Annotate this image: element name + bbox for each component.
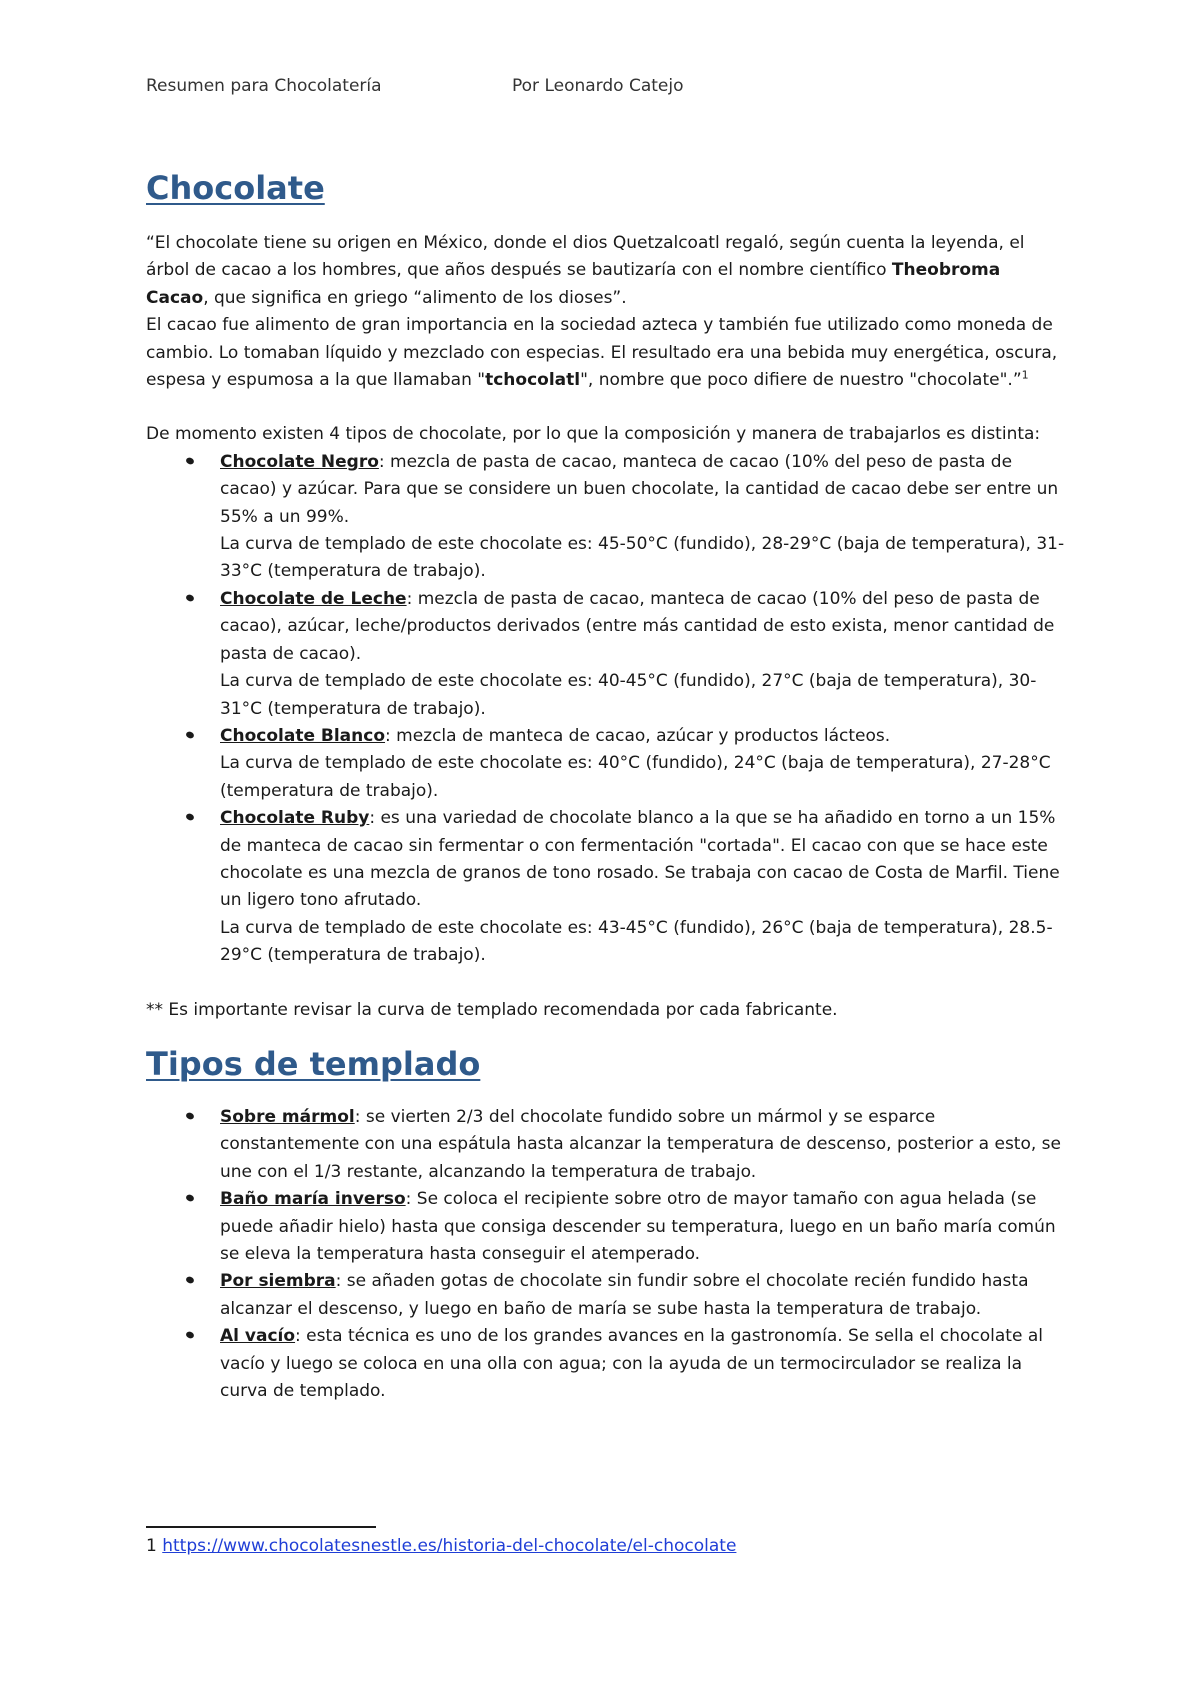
- list-item: [146, 1104, 1066, 1186]
- intro-p2-text-a: El cacao fue alimento de gran importancia en la sociedad azteca y también fue utilizado como moneda de cambio. Lo tomaban líquido y mezclado con especias. El resultado era una bebida muy energética, oscura, espesa y espumosa a la que llamaban ": [146, 315, 1058, 391]
- section-title-chocolate: Chocolate: [146, 169, 325, 207]
- type-description: : mezcla de manteca de cacao, azúcar y productos lácteos.: [385, 725, 891, 746]
- type-curve: La curva de templado de este chocolate es: 40-45°C (fundido), 27°C (baja de temperatura), 30-31°C (temperatura de trabajo).: [220, 671, 1037, 719]
- types-intro-paragraph: De momento existen 4 tipos de chocolate, por lo que la composición y manera de trabajarlos es distinta:: [146, 424, 1041, 445]
- bullet-icon: [185, 731, 195, 740]
- tempering-methods-list: [146, 1104, 1066, 1405]
- type-description: : mezcla de pasta de cacao, manteca de cacao (10% del peso de pasta de cacao) y azúcar. Para que se considere un buen chocolate, la cantidad de cacao debe ser entre un 55% a un 99%.: [220, 451, 1059, 527]
- list-item: [146, 586, 1066, 723]
- bullet-icon: [185, 593, 195, 602]
- method-term: Sobre mármol: [220, 1106, 355, 1127]
- method-term: Al vacío: [220, 1326, 296, 1347]
- type-term: Chocolate Negro: [220, 451, 379, 472]
- method-term: Baño maría inverso: [220, 1189, 406, 1210]
- list-item: [146, 1186, 1066, 1268]
- chocolate-types-list: [146, 449, 1066, 970]
- footnote-reference[interactable]: 1: [1021, 368, 1029, 382]
- list-item: [146, 723, 1066, 805]
- method-description: : se añaden gotas de chocolate sin fundir sobre el chocolate recién fundido hasta alcanzar el descenso, y luego en baño de maría se sube hasta la temperatura de trabajo.: [220, 1271, 1029, 1319]
- footnote-number: 1: [146, 1536, 157, 1556]
- type-description: : es una variedad de chocolate blanco a la que se ha añadido en torno a un 15% de manteca de cacao sin fermentar o con fermentación "cortada". El cacao con que se hace este chocolate es una mezcla de granos de tono rosado. Se trabaja con cacao de Costa de Marfil. Tiene un ligero tono afrutado.: [220, 808, 1060, 911]
- intro-p1-text-b: , que significa en griego “alimento de los dioses”.: [203, 287, 627, 308]
- manufacturer-note: ** Es importante revisar la curva de templado recomendada por cada fabricante.: [146, 999, 838, 1020]
- list-item: [146, 805, 1066, 969]
- bullet-icon: [185, 813, 195, 822]
- bullet-icon: [185, 1331, 195, 1340]
- intro-paragraph-2: [146, 312, 1066, 394]
- method-description: : se vierten 2/3 del chocolate fundido sobre un mármol y se esparce constantemente con una espátula hasta alcanzar la temperatura de descenso, posterior a esto, se une con el 1/3 restante, alcanzando la temperatura de trabajo.: [220, 1106, 1061, 1182]
- method-term: Por siembra: [220, 1271, 336, 1292]
- method-description: : esta técnica es uno de los grandes avances en la gastronomía. Se sella el chocolate al vacío y luego se coloca en una olla con agua; con la ayuda de un termocirculador se realiza la curva de templado.: [220, 1326, 1043, 1402]
- bullet-icon: [185, 1112, 195, 1121]
- type-term: Chocolate de Leche: [220, 588, 407, 609]
- type-curve: La curva de templado de este chocolate es: 40°C (fundido), 24°C (baja de temperatura), 27-28°C (temperatura de trabajo).: [220, 753, 1051, 801]
- intro-p2-text-b: ", nombre que poco difiere de nuestro "chocolate".”: [580, 370, 1022, 391]
- intro-p2-bold: tchocolatl: [485, 370, 581, 391]
- intro-p1-text-a: “El chocolate tiene su origen en México, donde el dios Quetzalcoatl regaló, según cuenta la leyenda, el árbol de cacao a los hombres, que años después se bautizaría con el nombre científico: [146, 233, 1025, 281]
- bullet-icon: [185, 1276, 195, 1285]
- footnote-link[interactable]: https://www.chocolatesnestle.es/historia-del-chocolate/el-chocolate: [162, 1536, 737, 1556]
- type-term: Chocolate Ruby: [220, 808, 370, 829]
- footnote: [146, 1536, 736, 1556]
- bullet-icon: [185, 1194, 195, 1203]
- footnote-divider: [146, 1526, 376, 1528]
- list-item: [146, 1268, 1066, 1323]
- document-body: [146, 164, 1066, 1405]
- list-item: [146, 449, 1066, 586]
- method-description: : Se coloca el recipiente sobre otro de mayor tamaño con agua helada (se puede añadir hielo) hasta que consiga descender su temperatura, luego en un baño maría común se eleva la temperatura hasta conseguir el atemperado.: [220, 1189, 1056, 1264]
- type-curve: La curva de templado de este chocolate es: 45-50°C (fundido), 28-29°C (baja de temperatura), 31-33°C (temperatura de trabajo).: [220, 534, 1065, 582]
- list-item: [146, 1323, 1066, 1405]
- header-left-text: Resumen para Chocolatería: [146, 76, 382, 96]
- type-curve: La curva de templado de este chocolate es: 43-45°C (fundido), 26°C (baja de temperatura), 28.5-29°C (temperatura de trabajo).: [220, 917, 1053, 966]
- type-term: Chocolate Blanco: [220, 725, 386, 746]
- intro-paragraph-1: [146, 230, 1066, 312]
- type-description: : mezcla de pasta de cacao, manteca de cacao (10% del peso de pasta de cacao), azúcar, leche/productos derivados (entre más cantidad de esto exista, menor cantidad de pasta de cacao).: [220, 588, 1055, 664]
- intro-p1-bold: Theobroma Cacao: [146, 260, 1001, 308]
- bullet-icon: [185, 456, 195, 465]
- header-right-text: Por Leonardo Catejo: [512, 76, 684, 96]
- section-title-tipos-de-templado: Tipos de templado: [146, 1044, 481, 1083]
